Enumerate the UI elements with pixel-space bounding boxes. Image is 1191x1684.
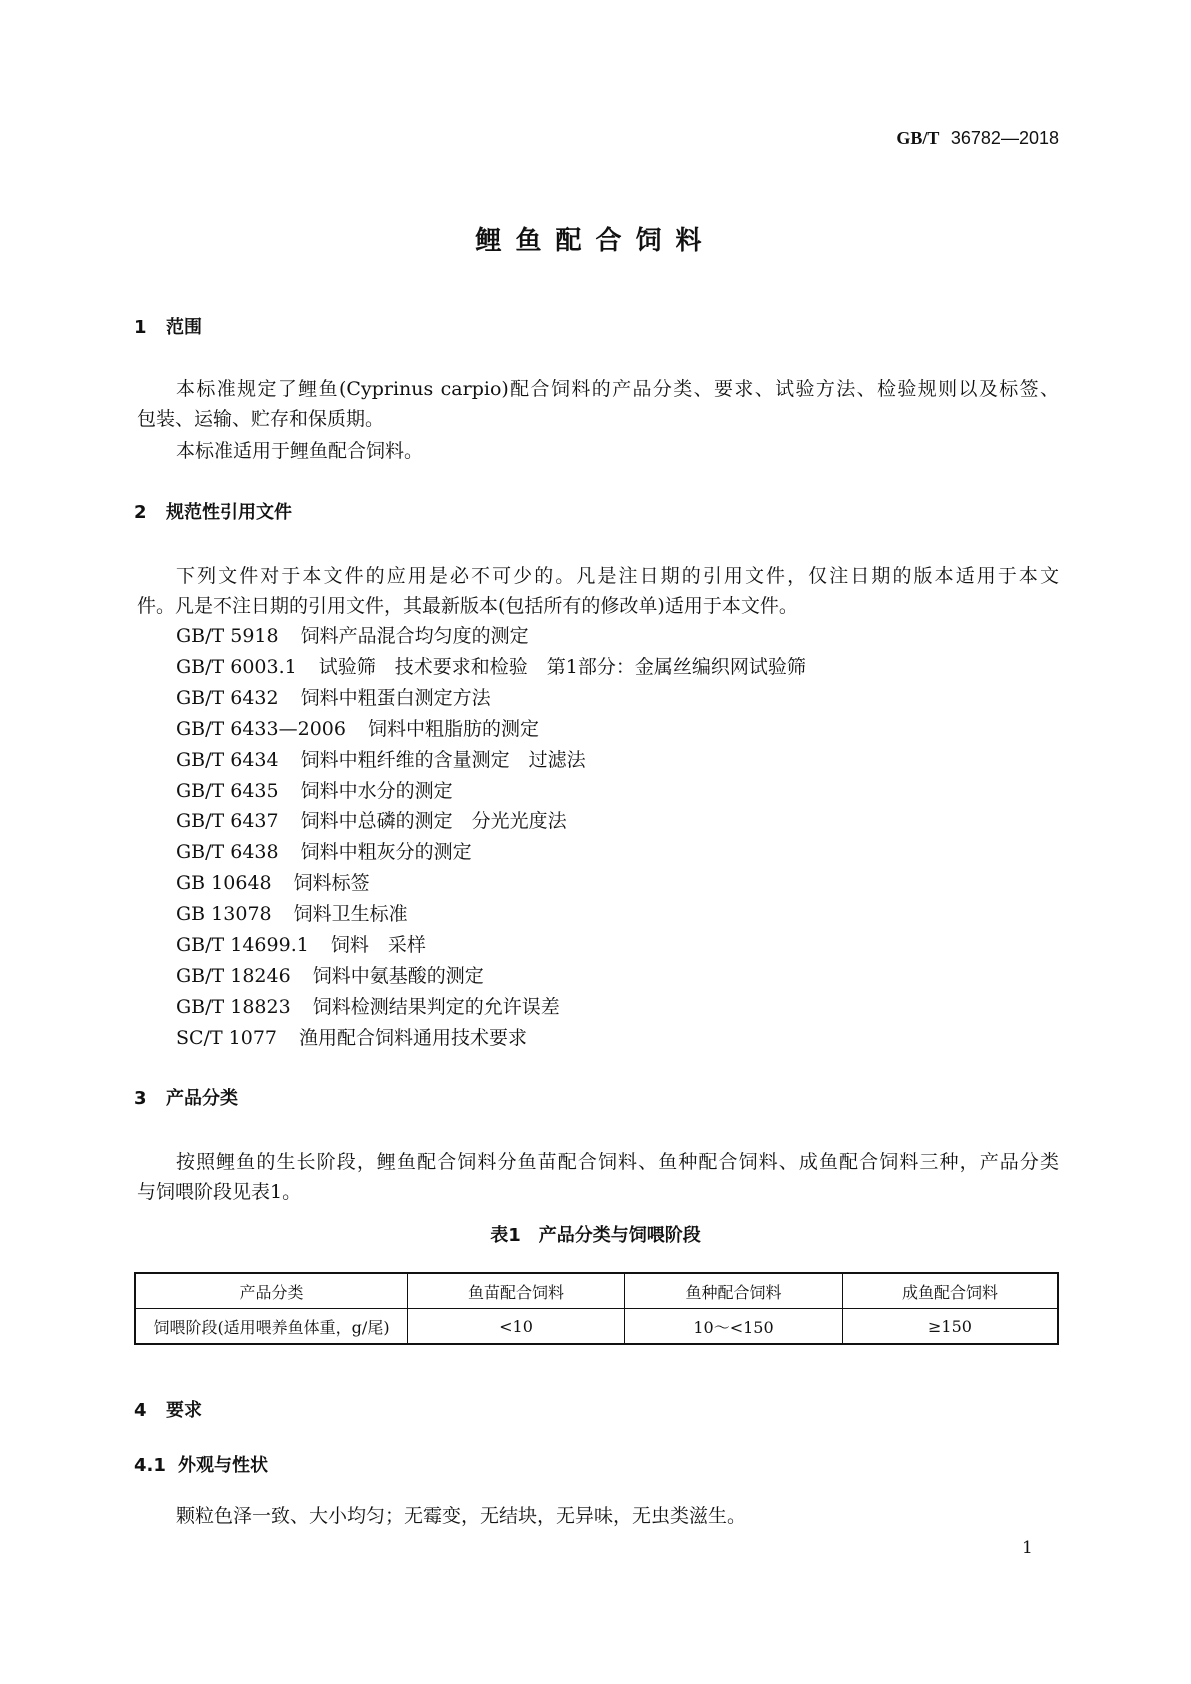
product-classification-table [134,1272,1059,1345]
normative-reference [176,655,806,679]
table-cell: ≥150 [843,1309,1059,1345]
normative-reference [176,995,560,1019]
paragraph-line: 本标准适用于鲤鱼配合饲料。 [176,440,424,462]
reference-title: 饲料中氨基酸的测定 [312,964,484,987]
table-header-cell: 鱼种配合饲料 [625,1273,843,1309]
reference-code: SC/T 1077 [176,1026,278,1049]
reference-code: GB/T 18246 [176,964,291,987]
document-title: 鲤鱼配合饲料 [475,226,716,256]
paragraph-line: 与饲喂阶段见表1。 [137,1181,302,1203]
table-header-cell: 成鱼配合饲料 [843,1273,1059,1309]
reference-title: 饲料 采样 [330,934,426,956]
normative-reference [176,871,370,895]
reference-code: GB/T 18823 [176,995,291,1018]
reference-code: GB/T 6438 [176,841,279,864]
reference-code: GB 10648 [176,872,272,895]
reference-title: 饲料产品混合均匀度的测定 [300,625,529,647]
table-header-cell: 产品分类 [135,1273,408,1309]
paragraph-line: 本标准规定了鲤鱼(Cyprinus carpio)配合饲料的产品分类、要求、试验方法、检验规则以及标签、 [176,378,1059,400]
reference-title: 饲料中总磷的测定 分光光度法 [300,810,567,833]
reference-title: 饲料检测结果判定的允许误差 [312,995,560,1018]
reference-title: 饲料卫生标准 [293,903,408,926]
reference-code: GB/T 6433—2006 [176,717,346,740]
paragraph-line: 件。凡是不注日期的引用文件，其最新版本(包括所有的修改单)适用于本文件。 [137,595,798,617]
normative-reference [176,624,529,648]
reference-title: 饲料中粗纤维的含量测定 过滤法 [300,748,586,771]
normative-reference [176,748,586,772]
reference-title: 饲料中粗蛋白测定方法 [300,686,491,709]
normative-reference [176,686,491,710]
paragraph-line: 下列文件对于本文件的应用是必不可少的。凡是注日期的引用文件，仅注日期的版本适用于本文 [176,565,1059,587]
reference-title: 渔用配合饲料通用技术要求 [299,1026,528,1049]
reference-code: GB/T 6437 [176,810,279,833]
standard-code: GB/T 36782—2018 [896,128,1059,148]
section-heading-4: 4 要求 [134,1400,202,1421]
paragraph-line: 包装、运输、贮存和保质期。 [137,408,385,430]
reference-code: GB/T 6432 [176,686,279,709]
reference-code: GB/T 6435 [176,779,279,802]
table-cell: 饲喂阶段(适用喂养鱼体重，g/尾) [135,1309,408,1345]
reference-title: 试验筛 技术要求和检验 第1部分：金属丝编织网试验筛 [318,655,806,678]
reference-title: 饲料标签 [293,872,370,895]
reference-code: GB/T 6434 [176,748,279,771]
table-caption: 表1 产品分类与饲喂阶段 [490,1225,701,1246]
section-heading-4-1: 4.1 外观与性状 [134,1455,268,1476]
normative-reference [176,964,484,988]
paragraph-line: 按照鲤鱼的生长阶段，鲤鱼配合饲料分鱼苗配合饲料、鱼种配合饲料、成鱼配合饲料三种，产品分类 [176,1151,1059,1173]
normative-reference [176,902,408,926]
section-heading-2: 2 规范性引用文件 [134,502,292,523]
normative-reference [176,717,539,741]
normative-reference [176,809,567,833]
normative-reference [176,933,426,957]
table-cell: <10 [408,1309,625,1345]
reference-title: 饲料中粗灰分的测定 [300,841,472,864]
normative-reference [176,1026,527,1050]
section-heading-1: 1 范围 [134,317,202,338]
section-heading-3: 3 产品分类 [134,1088,238,1109]
table-header-cell: 鱼苗配合饲料 [408,1273,625,1309]
reference-code: GB/T 5918 [176,625,279,647]
reference-title: 饲料中粗脂肪的测定 [367,717,539,740]
reference-code: GB/T 6003.1 [176,655,297,678]
table-header-row [135,1273,1058,1309]
page-number: 1 [1022,1538,1033,1558]
table-row [135,1309,1058,1345]
paragraph-line: 颗粒色泽一致、大小均匀；无霉变，无结块，无异味，无虫类滋生。 [176,1505,747,1527]
normative-reference [176,840,472,864]
reference-code: GB 13078 [176,903,272,926]
reference-code: GB/T 14699.1 [176,934,309,956]
table-cell: 10～<150 [625,1309,843,1345]
normative-reference [176,779,453,803]
reference-title: 饲料中水分的测定 [300,779,453,802]
